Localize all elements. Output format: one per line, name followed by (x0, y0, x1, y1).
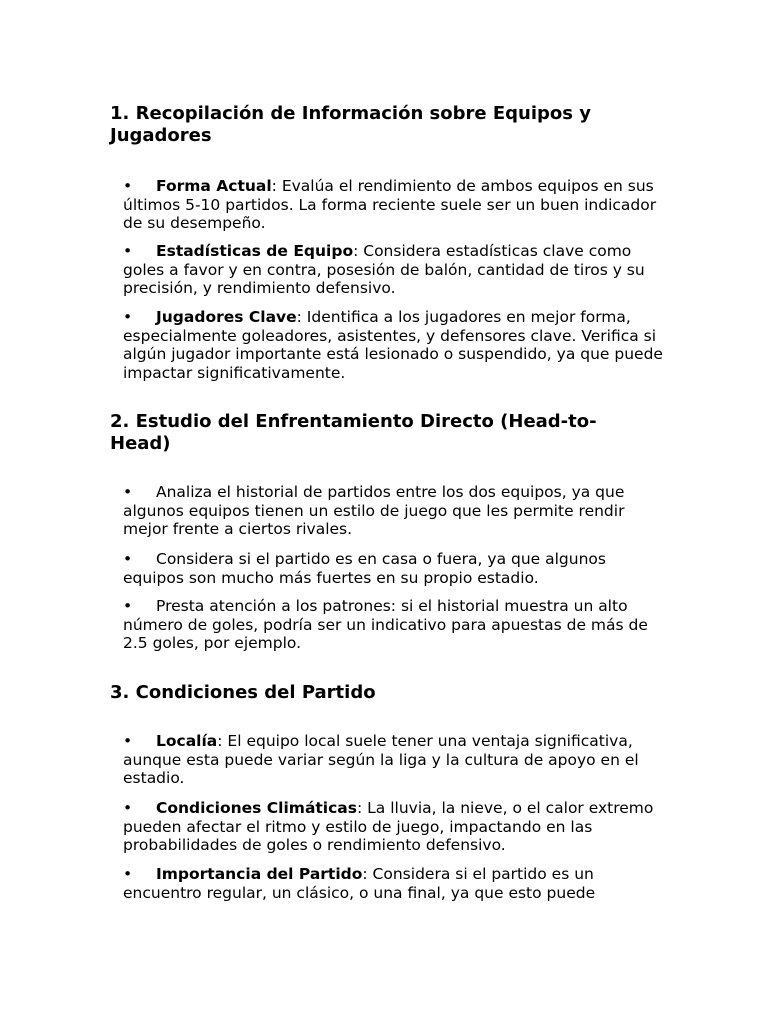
item-text: : Identifica a los jugadores en mejor forma, especialmente goleadores, asistentes, y defensores clave. Verifica si algún jugador importante está lesionado o suspendido, ya que puede impactar significativamente. (123, 308, 663, 382)
item-term: Localía (156, 732, 218, 750)
list-item-jugadores-clave (123, 308, 663, 382)
bullet-icon: • (123, 177, 133, 195)
item-text: : La lluvia, la nieve, o el calor extremo pueden afectar el ritmo y estilo de juego, impactando en las probabilidades de goles o rendimiento defensivo. (123, 799, 654, 854)
item-term: Jugadores Clave (156, 308, 297, 326)
bullet-icon: • (123, 732, 133, 750)
item-term: Estadísticas de Equipo (156, 242, 354, 260)
section-heading-1: 1. Recopilación de Información sobre Equipos y Jugadores (110, 103, 591, 146)
item-text: : El equipo local suele tener una ventaja significativa, aunque esta puede variar según la liga y la cultura de apoyo en el estadio. (123, 732, 639, 787)
list-item-patrones (123, 597, 663, 653)
section-heading-2: 2. Estudio del Enfrentamiento Directo (Head-to-Head) (110, 411, 597, 454)
list-item-localia (123, 732, 663, 788)
item-term: Forma Actual (156, 177, 272, 195)
bullet-icon: • (123, 550, 133, 568)
list-item-casa-o-fuera (123, 550, 663, 587)
list-item-forma-actual (123, 177, 663, 233)
bullet-icon: • (123, 799, 133, 817)
bullet-icon: • (123, 597, 133, 615)
bullet-icon: • (123, 308, 133, 326)
list-item-historial (123, 483, 663, 539)
item-text: Analiza el historial de partidos entre los dos equipos, ya que algunos equipos tienen un estilo de juego que les permite rendir mejor frente a ciertos rivales. (123, 483, 625, 538)
item-text: : Considera si el partido es un encuentro regular, un clásico, o una final, ya que esto puede (123, 865, 596, 902)
list-item-estadisticas-de-equipo (123, 242, 663, 298)
item-text: Presta atención a los patrones: si el historial muestra un alto número de goles, podría ser un indicativo para apuestas de más de 2.5 goles, por ejemplo. (123, 597, 648, 652)
list-item-importancia-del-partido (123, 865, 663, 902)
item-term: Importancia del Partido (156, 865, 363, 883)
item-term: Condiciones Climáticas (156, 799, 357, 817)
item-text: : Evalúa el rendimiento de ambos equipos en sus últimos 5-10 partidos. La forma reciente suele ser un buen indicador de su desempeño. (123, 177, 657, 232)
item-text: Considera si el partido es en casa o fuera, ya que algunos equipos son mucho más fuertes en su propio estadio. (123, 550, 606, 587)
bullet-icon: • (123, 242, 133, 260)
section-heading-3: 3. Condiciones del Partido (110, 682, 376, 703)
list-item-condiciones-climaticas (123, 799, 663, 855)
bullet-icon: • (123, 483, 133, 501)
item-text: : Considera estadísticas clave como goles a favor y en contra, posesión de balón, cantidad de tiros y su precisión, y rendimiento defensivo. (123, 242, 645, 297)
bullet-icon: • (123, 865, 133, 883)
